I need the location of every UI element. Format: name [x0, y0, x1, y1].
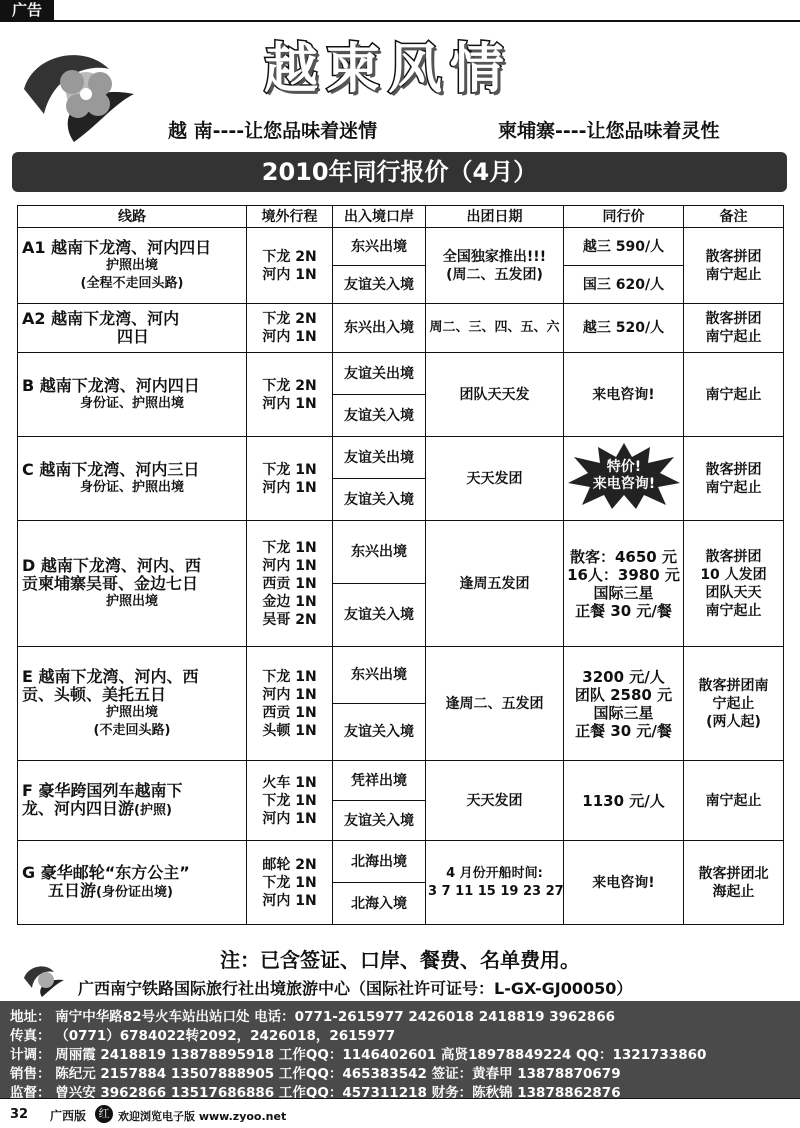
date-b: 团队天天发	[426, 353, 564, 437]
itinerary-a1: 下龙 2N 河内 1N	[247, 228, 333, 304]
route-g: G 豪华邮轮“东方公主” 五日游(身份证出境)	[18, 841, 247, 925]
price-g: 来电咨询!	[564, 841, 684, 925]
table-row	[18, 228, 784, 266]
note-g: 散客拼团北 海起止	[684, 841, 784, 925]
header-price: 同行价	[564, 206, 684, 228]
contact-planning: 计调： 周丽霞 2418819 13878895918 工作QQ：1146402601 高贤18978849224 QQ：1321733860	[10, 1047, 707, 1063]
price-banner	[12, 152, 787, 192]
date-f: 天天发团	[426, 761, 564, 841]
slogan-vietnam: 越 南----让您品味着迷情	[168, 120, 378, 142]
note-c: 散客拼团 南宁起止	[684, 437, 784, 521]
itinerary-b: 下龙 2N 河内 1N	[247, 353, 333, 437]
port-a2: 东兴出入境	[333, 304, 426, 353]
contact-sales: 销售： 陈纪元 2157884 13507888905 工作QQ：465383542 签证：黄春甲 13878870679	[10, 1066, 621, 1082]
price-table	[17, 205, 784, 925]
port-b-entry: 友谊关入境	[333, 395, 426, 437]
table-header-row	[18, 206, 784, 228]
note-a1: 散客拼团 南宁起止	[684, 228, 784, 304]
route-a2: A2 越南下龙湾、河内 四日	[18, 304, 247, 353]
date-e: 逢周二、五发团	[426, 647, 564, 761]
brand-title: 越柬风情	[264, 37, 512, 100]
port-b-exit: 友谊关出境	[333, 353, 426, 395]
agency-name: 广西南宁铁路国际旅行社出境旅游中心（国际社许可证号：L-GX-GJ00050）	[78, 979, 633, 998]
port-c-entry: 友谊关入境	[333, 479, 426, 521]
table-row	[18, 304, 784, 353]
header-date: 出团日期	[426, 206, 564, 228]
special-offer-burst: 特价! 来电咨询!	[566, 441, 682, 516]
table-row	[18, 841, 784, 883]
route-d: D 越南下龙湾、河内、西 贡柬埔寨吴哥、金边七日 护照出境	[18, 521, 247, 647]
port-g-entry: 北海入境	[333, 883, 426, 925]
price-d: 散客：4650 元 16人：3980 元 国际三星 正餐 30 元/餐	[564, 521, 684, 647]
ad-tag: 广告	[0, 0, 54, 20]
price-c	[564, 437, 684, 521]
itinerary-c: 下龙 1N 河内 1N	[247, 437, 333, 521]
port-a1-entry: 友谊关入境	[333, 266, 426, 304]
itinerary-g: 邮轮 2N 下龙 1N 河内 1N	[247, 841, 333, 925]
contact-fax: 传真： （0771）6784022转2092，2426018，2615977	[10, 1028, 396, 1044]
table-row	[18, 761, 784, 801]
itinerary-f: 火车 1N 下龙 1N 河内 1N	[247, 761, 333, 841]
itinerary-a2: 下龙 2N 河内 1N	[247, 304, 333, 353]
date-g: 4 月份开船时间: 3 7 11 15 19 23 27	[426, 841, 564, 925]
price-a1-vn: 越三 590/人	[564, 228, 684, 266]
page-number: 32	[10, 1107, 29, 1122]
contact-panel	[0, 1001, 800, 1101]
port-f-entry: 友谊关入境	[333, 801, 426, 841]
publication-edition: 广西版	[50, 1109, 87, 1123]
price-b: 来电咨询!	[564, 353, 684, 437]
price-e: 3200 元/人 团队 2580 元 国际三星 正餐 30 元/餐	[564, 647, 684, 761]
contact-address: 地址： 南宁中华路82号火车站出站口处 电话：0771-2615977 2426018 2418819 3962866	[10, 1009, 615, 1025]
top-divider	[0, 20, 800, 22]
banner-title: 2010年同行报价（4月）	[261, 158, 538, 186]
header-port: 出入境口岸	[333, 206, 426, 228]
included-fees-note: 注：已含签证、口岸、餐费、名单费用。	[220, 948, 580, 972]
route-f: F 豪华跨国列车越南下 龙、河内四日游(护照)	[18, 761, 247, 841]
port-e-entry: 友谊关入境	[333, 704, 426, 761]
table-row	[18, 521, 784, 584]
note-d: 散客拼团 10 人发团 团队天天 南宁起止	[684, 521, 784, 647]
website-link[interactable]: 欢迎浏览电子版 www.zyoo.net	[118, 1110, 287, 1123]
note-a2: 散客拼团 南宁起止	[684, 304, 784, 353]
note-f: 南宁起止	[684, 761, 784, 841]
header-note: 备注	[684, 206, 784, 228]
header-itinerary: 境外行程	[247, 206, 333, 228]
route-a1: A1 越南下龙湾、河内四日 护照出境 (全程不走回头路)	[18, 228, 247, 304]
port-e-exit: 东兴出境	[333, 647, 426, 704]
price-a1-intl: 国三 620/人	[564, 266, 684, 304]
note-e: 散客拼团南 宁起止 (两人起)	[684, 647, 784, 761]
date-c: 天天发团	[426, 437, 564, 521]
itinerary-e: 下龙 1N 河内 1N 西贡 1N 头顿 1N	[247, 647, 333, 761]
page-footer	[0, 1098, 800, 1128]
publisher-badge-icon: 红	[95, 1105, 113, 1123]
date-d: 逢周五发团	[426, 521, 564, 647]
port-d-entry: 友谊关入境	[333, 584, 426, 647]
port-d-exit: 东兴出境	[333, 521, 426, 584]
itinerary-d: 下龙 1N 河内 1N 西贡 1N 金边 1N 吴哥 2N	[247, 521, 333, 647]
flower-logo-icon	[14, 34, 144, 144]
date-a1: 全国独家推出!!! (周二、五发团)	[426, 228, 564, 304]
port-f-exit: 凭祥出境	[333, 761, 426, 801]
note-b: 南宁起止	[684, 353, 784, 437]
flower-logo-small-icon	[22, 960, 66, 998]
price-a2: 越三 520/人	[564, 304, 684, 353]
route-b: B 越南下龙湾、河内四日 身份证、护照出境	[18, 353, 247, 437]
port-a1-exit: 东兴出境	[333, 228, 426, 266]
route-c: C 越南下龙湾、河内三日 身份证、护照出境	[18, 437, 247, 521]
date-a2: 周二、三、四、五、六	[426, 304, 564, 353]
port-g-exit: 北海出境	[333, 841, 426, 883]
price-f: 1130 元/人	[564, 761, 684, 841]
port-c-exit: 友谊关出境	[333, 437, 426, 479]
slogan-cambodia: 柬埔寨----让您品味着灵性	[498, 120, 720, 142]
contact-supervision: 监督： 曾兴安 3962866 13517686886 工作QQ：457311218 财务：陈秋锦 13878862876	[10, 1085, 621, 1101]
route-e: E 越南下龙湾、河内、西 贡、头顿、美托五日 护照出境 (不走回头路)	[18, 647, 247, 761]
table-row	[18, 647, 784, 704]
table-row	[18, 437, 784, 479]
header-route: 线路	[18, 206, 247, 228]
table-row	[18, 353, 784, 395]
